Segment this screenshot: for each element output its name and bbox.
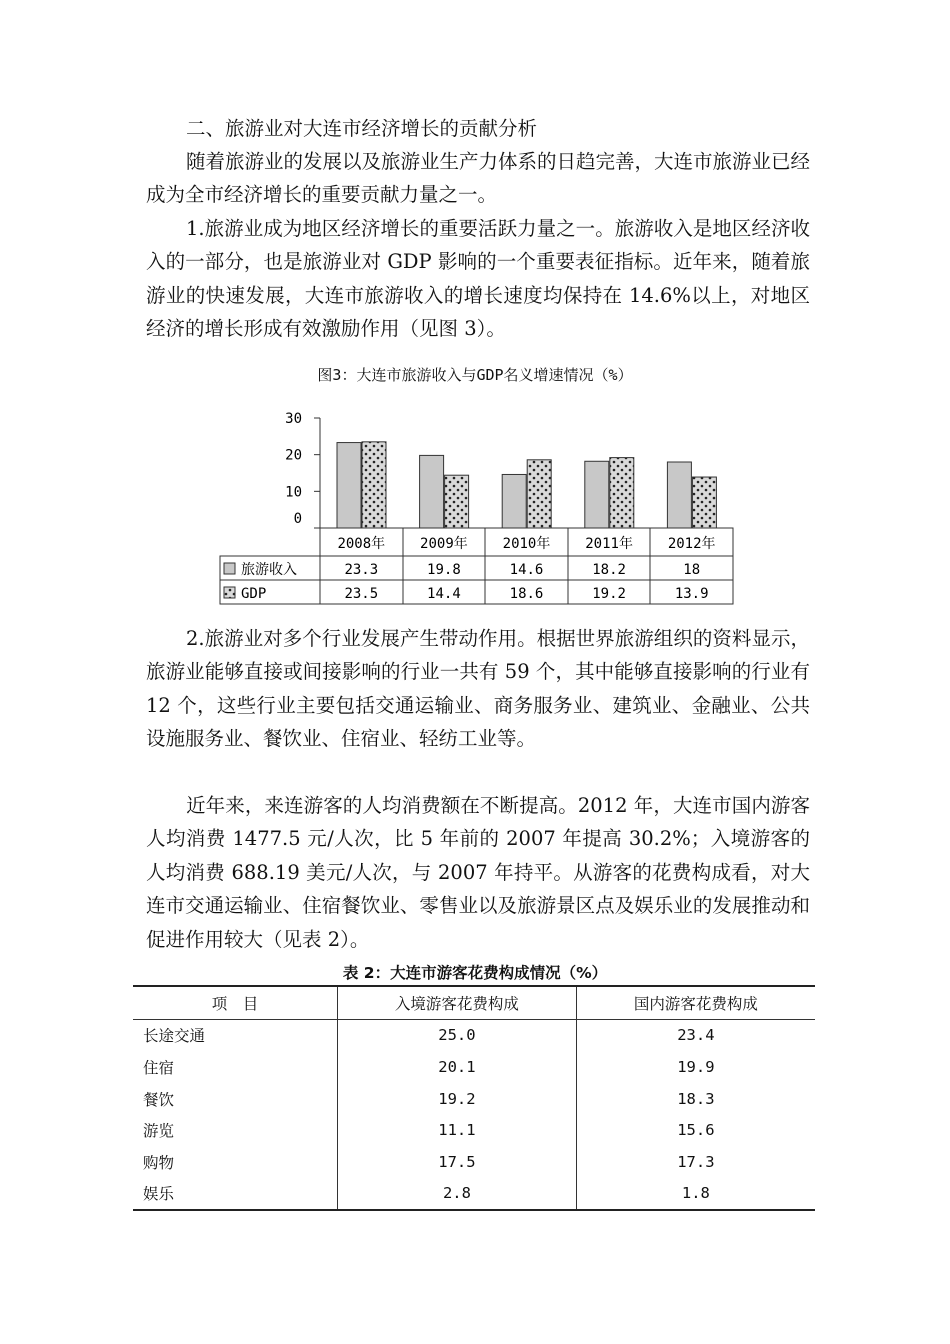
bar-tourism-2: [502, 474, 526, 528]
data-value-label: 14.4: [427, 586, 461, 602]
data-value-label: 19.8: [427, 562, 461, 578]
figure-3-chart: [0, 400, 950, 660]
header-domestic: 国内游客花费构成: [576, 986, 815, 1019]
bar-gdp-4: [692, 477, 716, 528]
x-category-label: 2011年: [585, 536, 633, 552]
row-label: 餐饮: [143, 1090, 175, 1109]
table-row: [133, 1051, 815, 1083]
row-label: 住宿: [143, 1058, 175, 1077]
bar-gdp-2: [527, 460, 551, 528]
bars: [337, 442, 716, 528]
data-value-label: 19.2: [592, 586, 626, 602]
header-item: 项 目: [133, 986, 338, 1019]
row-value: 17.5: [338, 1146, 577, 1178]
row-value: 19.2: [338, 1083, 577, 1115]
table-row: [133, 1178, 815, 1211]
x-category-labels: [337, 535, 715, 552]
table-row: [133, 1146, 815, 1178]
table-row: [133, 1083, 815, 1115]
bar-tourism-3: [585, 461, 609, 528]
data-value-label: 18: [683, 562, 701, 578]
x-category-label: 2008年: [337, 536, 386, 552]
table-row: [133, 1019, 815, 1051]
row-value: 1.8: [576, 1178, 815, 1211]
paragraph-1: 1.旅游业成为地区经济增长的重要活跃力量之一。旅游收入是地区经济收入的一部分，也是旅游业对 GDP 影响的一个重要表征指标。近年来，随着旅游业的快速发展，大连市旅游收入的增长速度均保持在 14.6%以上，对地区经济的增长形成有效激励作用（见图 3）。: [146, 217, 810, 341]
row-label: 游览: [143, 1122, 175, 1141]
paragraph-3: 近年来，来连游客的人均消费额在不断提高。2012 年，大连市国内游客人均消费 1477.5 元/人次，比 5 年前的 2007 年提高 30.2%；入境游客的人均消费 688.19 美元/人次，与 2007 年持平。从游客的花费构成看，对大连市交通运输业、住宿餐饮业、零售业以及旅游景区点及娱乐业的发展推动和促进作用较大（见表 2）。: [146, 794, 810, 951]
bar-tourism-1: [420, 455, 444, 528]
table-header-row: [133, 986, 815, 1019]
chart-value-labels: [344, 562, 708, 602]
x-category-label: 2010年: [502, 536, 551, 552]
bar-tourism-4: [667, 462, 691, 528]
y-axis-ticks: [285, 411, 320, 528]
row-value: 15.6: [576, 1114, 815, 1146]
bar-tourism-0: [337, 443, 361, 528]
table-row: [133, 1114, 815, 1146]
y-tick-label: 10: [285, 484, 302, 501]
intro-paragraph: 随着旅游业的发展以及旅游业生产力体系的日趋完善，大连市旅游业已经成为全市经济增长的重要贡献力量之一。: [146, 150, 811, 207]
row-value: 17.3: [576, 1146, 815, 1178]
bar-gdp-3: [610, 458, 634, 528]
y-tick-label: 0: [293, 511, 302, 527]
data-value-label: 23.5: [344, 586, 379, 602]
row-label: 购物: [143, 1153, 175, 1172]
x-category-label: 2009年: [420, 536, 468, 552]
section-heading: 二、旅游业对大连市经济增长的贡献分析: [186, 117, 538, 140]
data-value-label: 13.9: [674, 586, 709, 602]
row-value: 25.0: [338, 1019, 577, 1051]
data-value-label: 18.2: [592, 562, 626, 578]
row-value: 11.1: [338, 1114, 577, 1146]
data-value-label: 23.3: [344, 562, 379, 578]
data-value-label: 14.6: [509, 562, 544, 578]
y-tick-label: 20: [285, 447, 302, 464]
x-category-label: 2012年: [667, 536, 716, 552]
row-value: 23.4: [576, 1019, 815, 1051]
legend-label-tourism: 旅游收入: [241, 562, 297, 578]
figure-3-caption: 图3：大连市旅游收入与GDP名义增速情况（%）: [317, 366, 633, 384]
legend-swatch-gdp: [224, 587, 235, 598]
row-value: 20.1: [338, 1051, 577, 1083]
row-label: 长途交通: [143, 1027, 206, 1046]
legend-swatch-tourism: [224, 563, 235, 574]
bar-gdp-0: [362, 442, 386, 528]
row-value: 19.9: [576, 1051, 815, 1083]
data-value-label: 18.6: [509, 586, 544, 602]
y-tick-label: 30: [285, 411, 302, 427]
legend-label-gdp: GDP: [241, 586, 267, 602]
row-value: 18.3: [576, 1083, 815, 1115]
header-inbound: 入境游客花费构成: [338, 986, 577, 1019]
row-label: 娱乐: [133, 1178, 338, 1211]
paragraph-2: 2.旅游业对多个行业发展产生带动作用。根据世界旅游组织的资料显示，旅游业能够直接或间接影响的行业一共有 59 个，其中能够直接影响的行业有 12 个，这些行业主要包括交通运输业、商务服务业、建筑业、金融业、公共设施服务业、餐饮业、住宿业、轻纺工业等。: [146, 627, 810, 751]
table-2: [133, 985, 815, 1211]
bar-gdp-1: [445, 475, 469, 528]
row-value: 2.8: [338, 1178, 577, 1211]
table-2-caption: 表 2：大连市游客花费构成情况（%）: [342, 964, 608, 982]
